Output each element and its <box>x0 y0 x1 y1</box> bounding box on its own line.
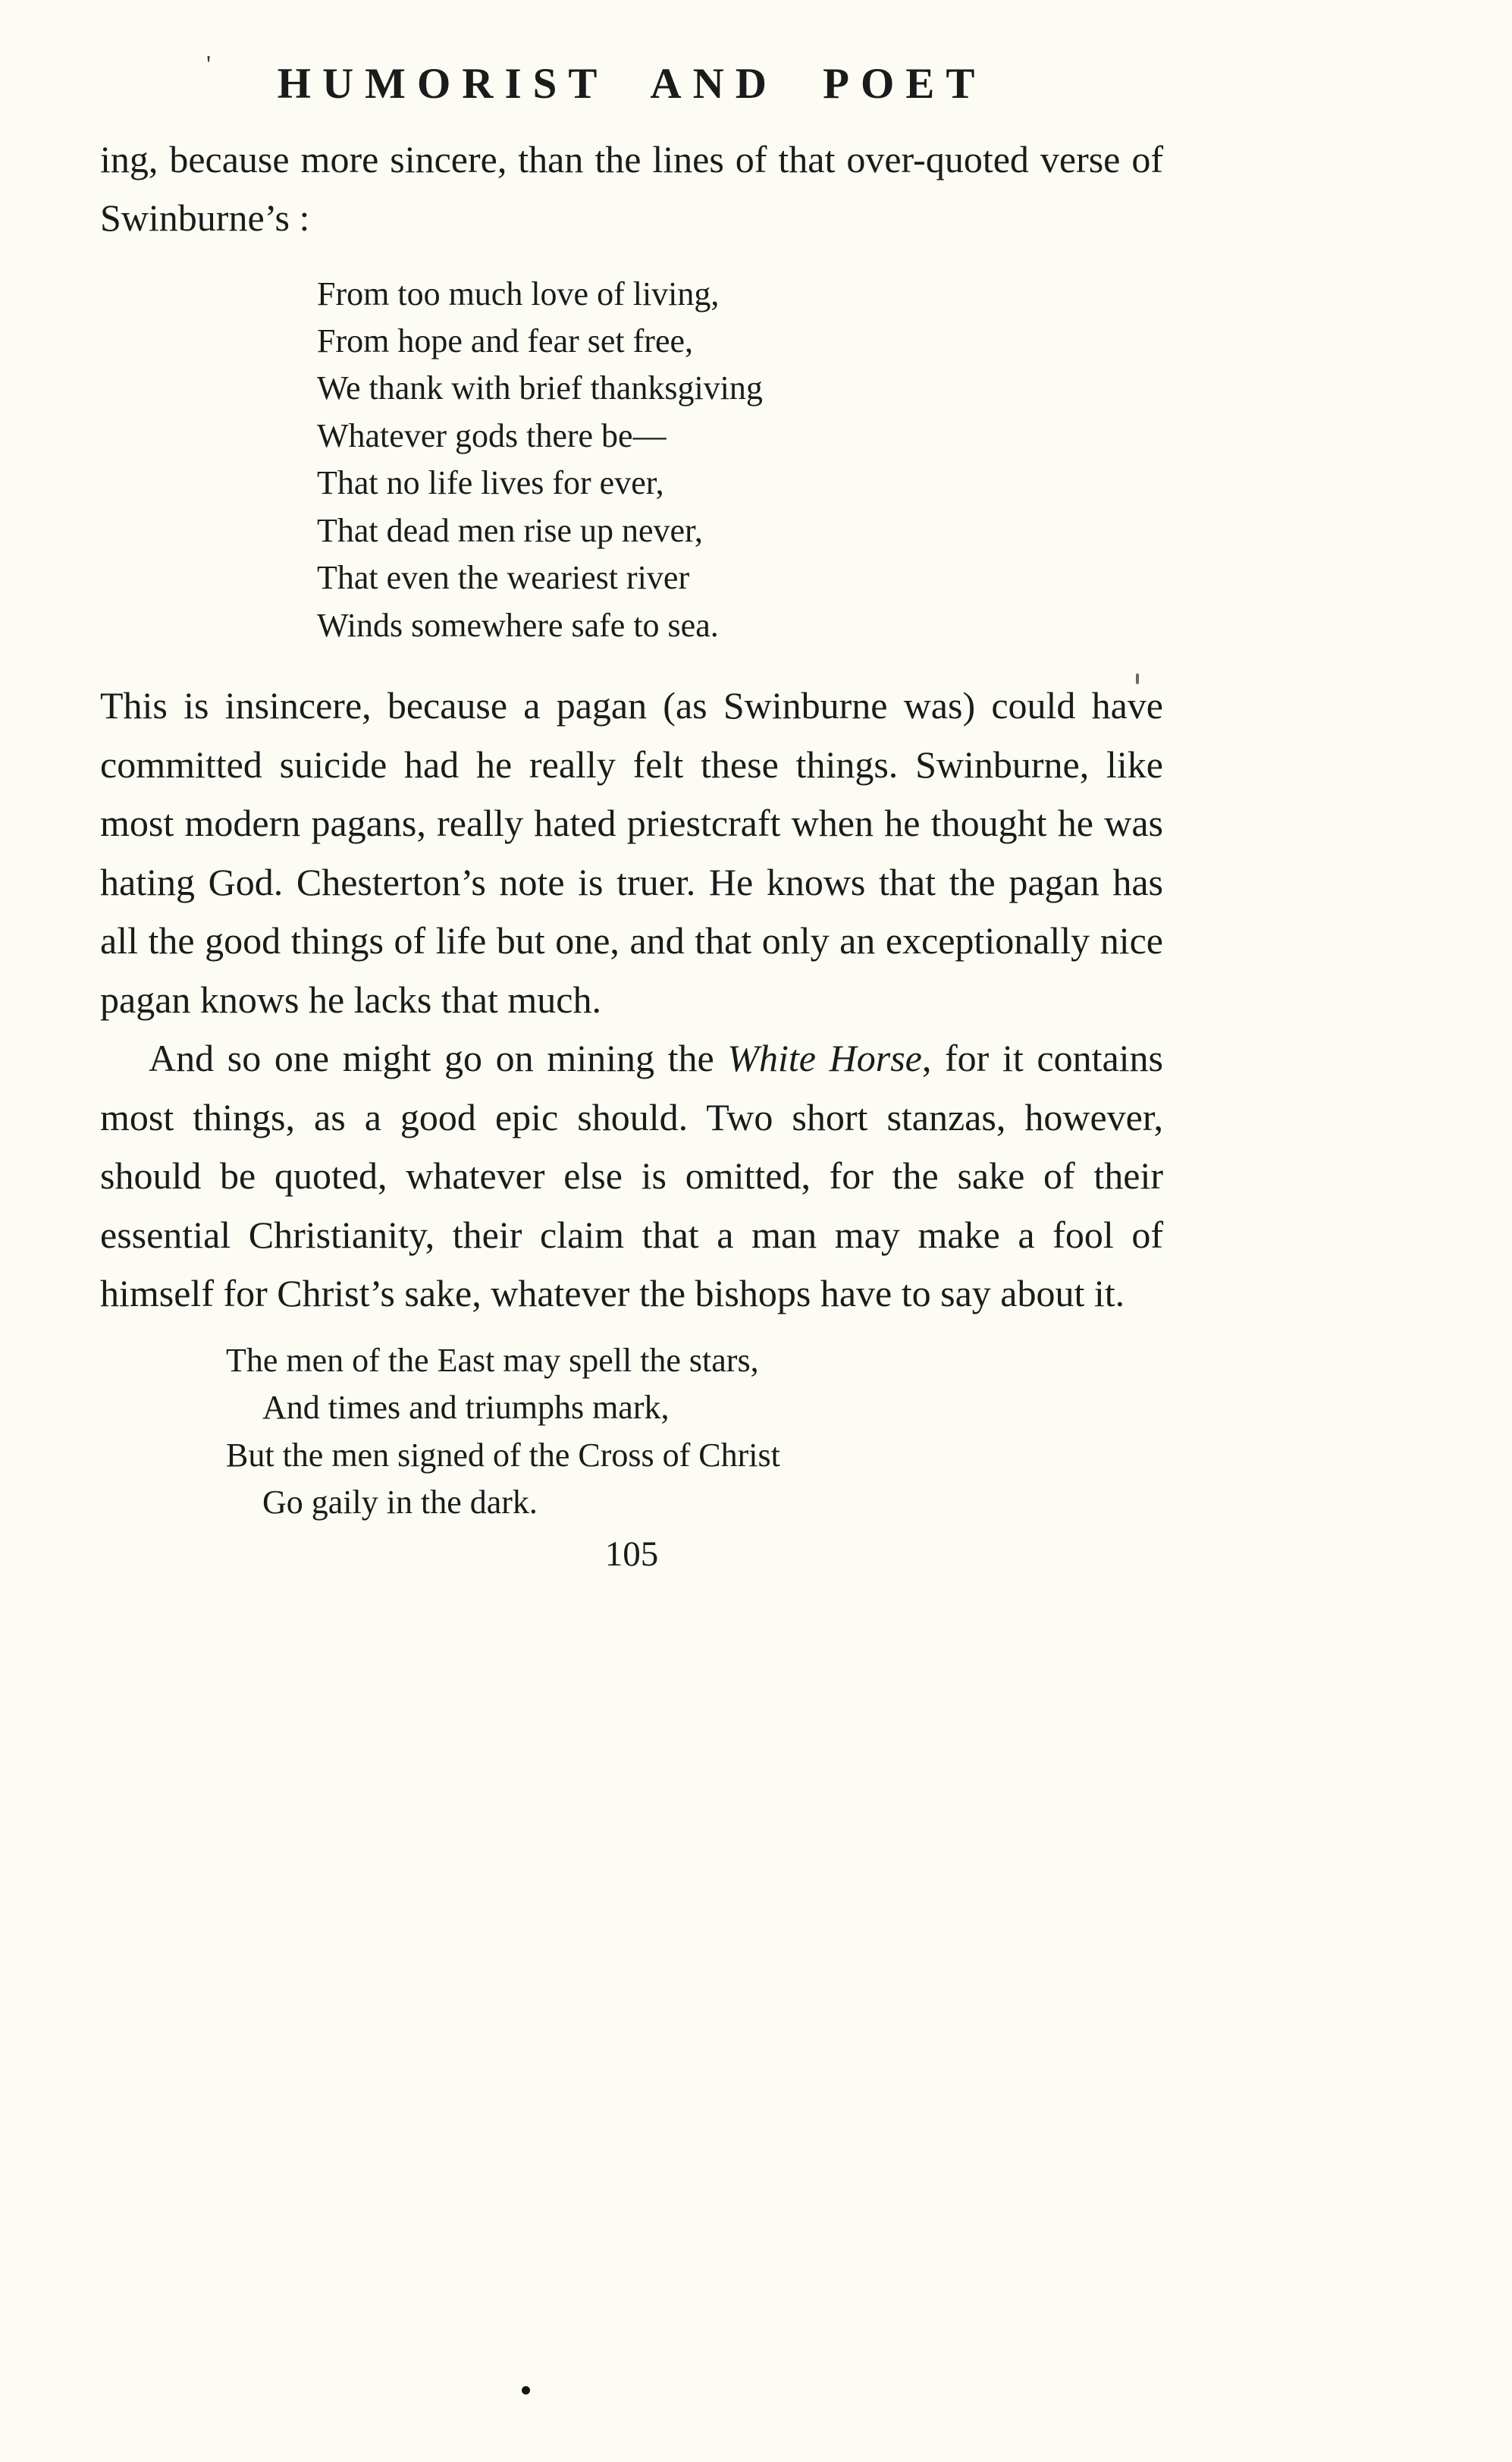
poem-line: But the men signed of the Cross of Christ <box>226 1436 780 1474</box>
poem-line: That no life lives for ever, <box>317 464 664 502</box>
poem-line: Winds somewhere safe to sea. <box>317 606 719 644</box>
poem-line: Go gaily in the dark. <box>262 1484 538 1521</box>
margin-ink-speck <box>1136 674 1139 684</box>
poem-line: Whatever gods there be— <box>317 416 667 454</box>
running-head-text: HUMORIST AND POET <box>277 60 987 108</box>
poem-line: And times and triumphs mark, <box>262 1389 670 1427</box>
paragraph-insincere: This is insincere, because a pagan (as Swinburne was) could have committed suicide had he really felt these things. Swinburne, like most modern pagans, really hated priestcraft when he thought he was hating God. Chesterton’s note is truer. He knows that the pagan has all the good things of life but one, and that only an exceptionally nice pagan knows he lacks that much. <box>100 684 1163 1021</box>
poem-line: That even the weariest river <box>317 559 690 597</box>
block-quote-swinburne-poem <box>317 271 1163 650</box>
stray-ink-mark: ' <box>206 51 212 79</box>
page-number: 105 <box>604 1534 659 1574</box>
paragraph-continuation: ing, because more sincere, than the lines of that over-quoted verse of Swinburne’s : <box>100 137 1163 240</box>
book-title-italic: White Horse <box>727 1037 922 1080</box>
poem-line: From hope and fear set free, <box>317 322 694 360</box>
text-column <box>100 51 1164 1578</box>
paragraph-white-horse <box>100 1029 1163 1324</box>
poem-line: The men of the East may spell the stars, <box>226 1341 759 1379</box>
poem-line: That dead men rise up never, <box>317 511 703 549</box>
ink-dot <box>522 2386 530 2394</box>
poem-line: From too much love of living, <box>317 275 720 312</box>
page-body-text <box>100 130 1163 1578</box>
paragraph-text-segment: And so one might go on mining the <box>149 1037 728 1080</box>
running-head-title <box>100 51 1163 109</box>
poem-line: We thank with brief thanksgiving <box>317 369 763 407</box>
block-quote-cross-poem <box>226 1337 1163 1527</box>
paragraph-text-segment: , for it contains most things, as a good epic should. Two short stanzas, however, should be quoted, whatever else is omitted, for the sake of their essential Christianity, their claim that a man may make a fool of himself for Christ’s sake, whatever the bishops have to say about it. <box>100 1037 1164 1315</box>
